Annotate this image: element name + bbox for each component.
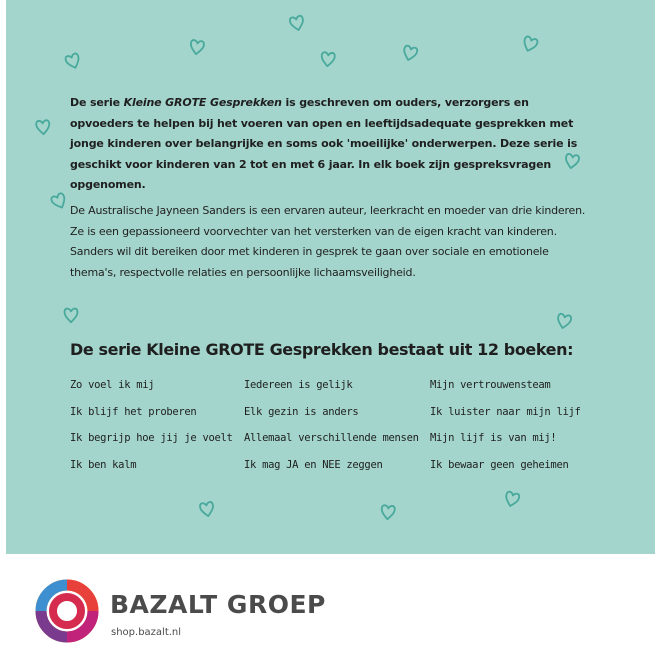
series-heading: De serie Kleine GROTE Gesprekken bestaat uit 12 boeken:: [70, 340, 574, 359]
heart-icon: [378, 502, 398, 522]
book-title: Iedereen is gelijk: [244, 379, 353, 392]
book-list: [70, 372, 610, 478]
heart-icon: [399, 42, 421, 64]
heart-icon: [553, 310, 574, 331]
book-title: Mijn lijf is van mij!: [430, 432, 557, 445]
book-title: Elk gezin is anders: [244, 405, 359, 418]
heart-icon: [501, 488, 523, 510]
heart-icon: [47, 189, 71, 213]
intro-text: is geschreven om ouders, verzorgers en opvoeders te helpen bij het voeren van open en leeftijdsadequate gesprekken met jonge kinderen over belangrijke en soms ook 'moeilijke' onderwerpen. Deze serie is geschikt voor kinderen van 2 tot en met 6 jaar. In elk boek zijn gespreksvragen opgenomen.: [70, 96, 578, 191]
book-title: Ik begrijp hoe jij je voelt: [70, 432, 233, 445]
book-title: Allemaal verschillende mensen: [244, 432, 419, 445]
bazalt-ring-logo-icon: [34, 578, 100, 644]
heart-icon: [286, 12, 307, 33]
heart-icon: [518, 32, 541, 55]
heart-icon: [62, 306, 80, 324]
book-title: Ik ben kalm: [70, 458, 137, 471]
intro-paragraph: [70, 93, 590, 196]
heart-icon: [33, 117, 53, 137]
heart-icon: [318, 49, 338, 69]
brand-name: BAZALT GROEP: [110, 590, 326, 619]
book-title: Ik mag JA en NEE zeggen: [244, 458, 383, 471]
author-paragraph: De Australische Jayneen Sanders is een ervaren auteur, leerkracht en moeder van drie kinderen. Ze is een gepassioneerd voorvechter van het versterken van de eigen kracht van kinderen. Sanders wil dit bereiken door met kinderen in gesprek te gaan over sociale en emotionele thema's, respectvolle relaties en persoonlijke lichaamsveiligheid.: [70, 204, 586, 279]
heart-icon: [197, 499, 218, 520]
book-title: Mijn vertrouwensteam: [430, 379, 551, 392]
book-title: Ik luister naar mijn lijf: [430, 405, 581, 418]
series-title: Kleine GROTE Gesprekken: [123, 96, 282, 109]
shop-url: shop.bazalt.nl: [111, 627, 182, 638]
heart-icon: [61, 49, 84, 72]
book-title: Ik bewaar geen geheimen: [430, 458, 569, 471]
book-title: Ik blijf het proberen: [70, 405, 197, 418]
intro-prefix: De serie: [70, 96, 124, 109]
heart-icon: [187, 37, 207, 57]
book-title: Zo voel ik mij: [70, 379, 155, 392]
